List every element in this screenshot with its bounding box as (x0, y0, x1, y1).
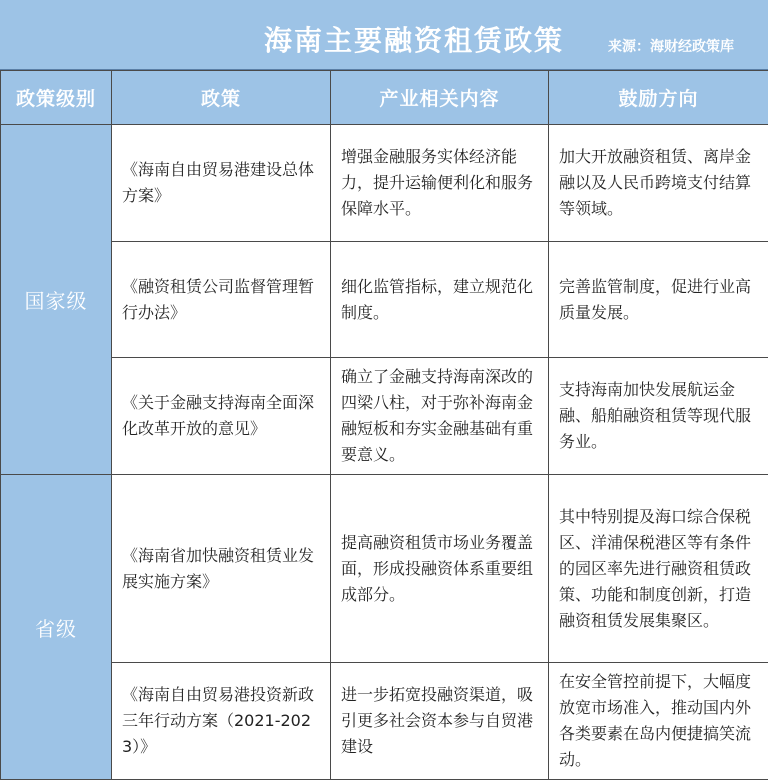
table-row (1, 475, 768, 663)
table-row (1, 125, 768, 242)
page-title: 海南主要融资租赁政策 (263, 24, 564, 57)
header-level: 政策级别 (1, 71, 112, 125)
direction-cell: 完善监管制度，促进行业高质量发展。 (549, 242, 768, 358)
policy-cell: 《海南自由贸易港投资新政三年行动方案（2021-2023）》 (112, 663, 331, 780)
policy-table (0, 70, 768, 780)
table-row (1, 242, 768, 358)
policy-cell: 《海南省加快融资租赁业发展实施方案》 (112, 475, 331, 663)
header-policy: 政策 (112, 71, 331, 125)
title-bar (0, 0, 768, 70)
policy-cell: 《关于金融支持海南全面深化改革开放的意见》 (112, 358, 331, 475)
table-row (1, 358, 768, 475)
level-provincial: 省级 (1, 475, 112, 780)
content-cell: 进一步拓宽投融资渠道，吸引更多社会资本参与自贸港建设 (331, 663, 549, 780)
content-cell: 细化监管指标，建立规范化制度。 (331, 242, 549, 358)
direction-cell: 加大开放融资租赁、离岸金融以及人民币跨境支付结算等领域。 (549, 125, 768, 242)
direction-cell: 其中特别提及海口综合保税区、洋浦保税港区等有条件的园区率先进行融资租赁政策、功能和制度创新，打造融资租赁发展集聚区。 (549, 475, 768, 663)
header-content: 产业相关内容 (331, 71, 549, 125)
content-cell: 提高融资租赁市场业务覆盖面，形成投融资体系重要组成部分。 (331, 475, 549, 663)
source-label: 来源：海财经政策库 (608, 39, 734, 55)
direction-cell: 支持海南加快发展航运金融、船舶融资租赁等现代服务业。 (549, 358, 768, 475)
policy-cell: 《融资租赁公司监督管理暂行办法》 (112, 242, 331, 358)
content-cell: 增强金融服务实体经济能力，提升运输便利化和服务保障水平。 (331, 125, 549, 242)
table-row (1, 663, 768, 780)
direction-cell: 在安全管控前提下，大幅度放宽市场准入，推动国内外各类要素在岛内便捷搞笑流动。 (549, 663, 768, 780)
table-header-row (1, 71, 768, 125)
content-cell: 确立了金融支持海南深改的四梁八柱，对于弥补海南金融短板和夯实金融基础有重要意义。 (331, 358, 549, 475)
level-national: 国家级 (1, 125, 112, 475)
header-direction: 鼓励方向 (549, 71, 768, 125)
policy-cell: 《海南自由贸易港建设总体方案》 (112, 125, 331, 242)
